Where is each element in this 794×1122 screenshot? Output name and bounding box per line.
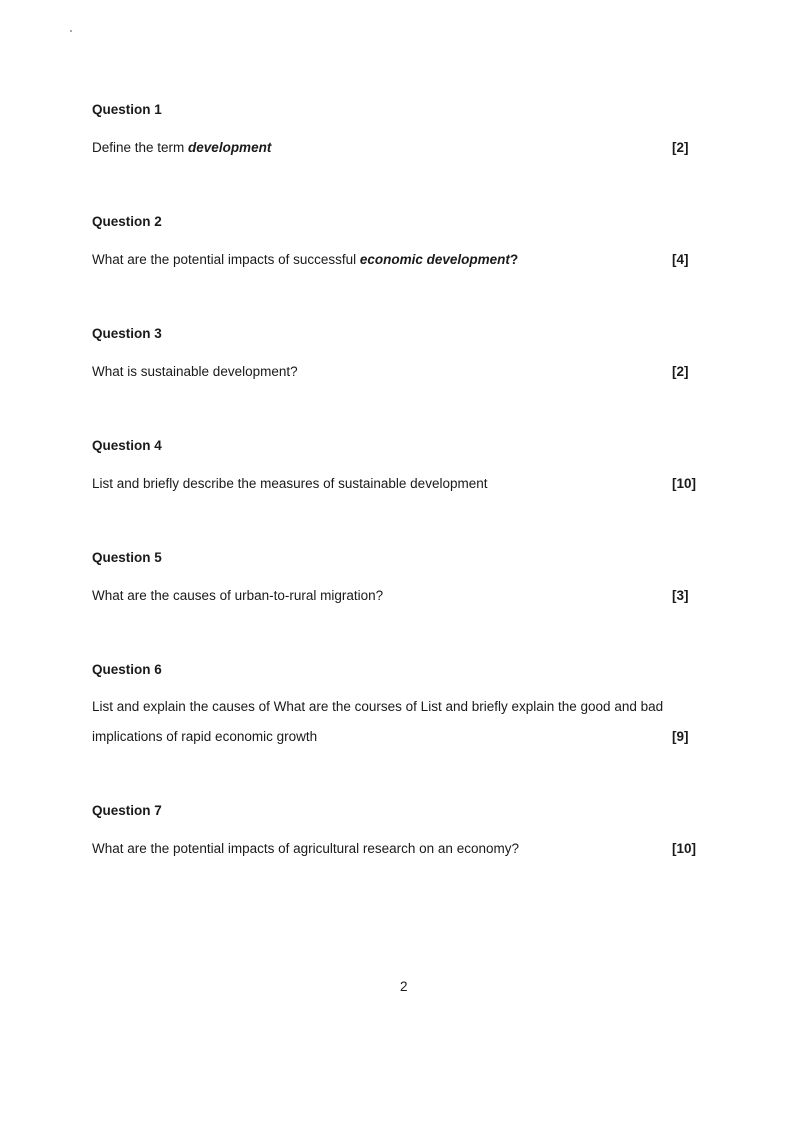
question-3-heading: Question 3 bbox=[92, 326, 162, 341]
question-5-marks: [3] bbox=[672, 588, 689, 603]
scan-speck bbox=[70, 30, 72, 32]
question-mark: ? bbox=[509, 252, 519, 267]
question-3-text: What is sustainable development? bbox=[92, 364, 298, 379]
question-2-heading: Question 2 bbox=[92, 214, 162, 229]
question-3-marks: [2] bbox=[672, 364, 689, 379]
question-7-marks: [10] bbox=[672, 841, 697, 856]
question-4-marks: [10] bbox=[672, 476, 697, 491]
question-6-marks: [9] bbox=[672, 729, 689, 744]
question-1-text bbox=[92, 139, 271, 157]
question-4-heading: Question 4 bbox=[92, 438, 162, 453]
question-7-heading: Question 7 bbox=[92, 803, 162, 818]
question-text: Define the term bbox=[92, 140, 189, 155]
page-number: 2 bbox=[400, 979, 408, 994]
question-5-text: What are the causes of urban-to-rural migration? bbox=[92, 588, 384, 603]
emphasis-term: development bbox=[188, 140, 272, 155]
question-1-marks: [2] bbox=[672, 140, 689, 155]
question-6-text-line1: List and explain the causes of What are the courses of List and briefly explain the good and bad bbox=[92, 699, 664, 714]
question-6-heading: Question 6 bbox=[92, 662, 162, 677]
question-2-marks: [4] bbox=[672, 252, 689, 267]
question-5-heading: Question 5 bbox=[92, 550, 162, 565]
question-7-text: What are the potential impacts of agricultural research on an economy? bbox=[92, 841, 519, 856]
question-4-text: List and briefly describe the measures of sustainable development bbox=[92, 476, 488, 491]
emphasis-term: economic development bbox=[359, 252, 510, 267]
question-1-heading: Question 1 bbox=[92, 102, 162, 117]
question-text: What are the potential impacts of successful bbox=[92, 252, 360, 267]
question-2-text bbox=[92, 251, 518, 269]
question-6-text-line2: implications of rapid economic growth bbox=[92, 729, 318, 744]
